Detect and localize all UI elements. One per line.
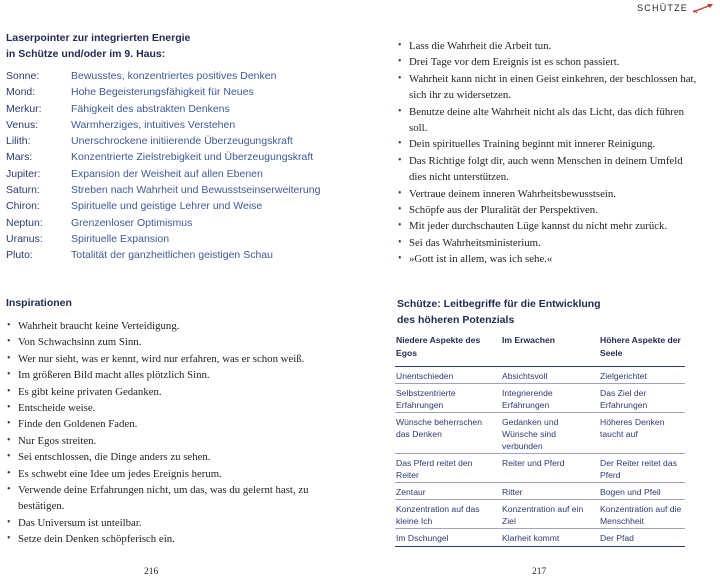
- list-item: • Dein spirituelles Training beginnt mit innerer Reinigung.: [397, 136, 697, 152]
- list-item: • Setze dein Denken schöpferisch ein.: [6, 531, 336, 547]
- table-row: [395, 367, 685, 384]
- planet-row: [6, 103, 336, 119]
- planet-name: Neptun:: [6, 216, 43, 229]
- table-cell: Konzentration auf ein Ziel: [502, 504, 584, 526]
- table-cell: Bogen und Pfeil: [600, 487, 661, 497]
- list-item: • Vertraue deinem inneren Wahrheitsbewusstsein.: [397, 186, 697, 202]
- planet-description: Unerschrockene initiierende Überzeugungskraft: [71, 135, 293, 148]
- list-item: • Sei entschlossen, die Dinge anders zu sehen.: [6, 449, 336, 465]
- planet-description: Spirituelle Expansion: [71, 232, 170, 245]
- list-item: • Das Richtige folgt dir, auch wenn Menschen in deinem Umfeld dies nicht unterstützen.: [397, 153, 697, 186]
- table-heading-line-1: Schütze: Leitbegriffe für die Entwicklung: [397, 298, 601, 310]
- planet-row: [6, 168, 336, 184]
- table-cell: Klarheit kommt: [502, 533, 560, 543]
- planet-row: [6, 233, 336, 249]
- leitbegriffe-table: [395, 334, 685, 547]
- list-item: • Wer nur sieht, was er kennt, wird nur erfahren, was er schon weiß.: [6, 351, 336, 367]
- planet-name: Merkur:: [6, 102, 42, 115]
- table-heading-line-2: des höheren Potenzials: [397, 314, 515, 326]
- planet-name: Mars:: [6, 151, 33, 164]
- table-cell: Der Reiter reitet das Pferd: [600, 458, 677, 480]
- list-item: • Wahrheit braucht keine Verteidigung.: [6, 318, 336, 334]
- table-cell: Gedanken und Wünsche sind verbunden: [502, 417, 559, 451]
- heading-line-2: in Schütze und/oder im 9. Haus:: [6, 48, 166, 60]
- column-header: Im Erwachen: [502, 335, 556, 345]
- table-cell: Konzentration auf das kleine Ich: [396, 504, 480, 526]
- list-item: • Benutze deine alte Wahrheit nicht als das Licht, das dich führen soll.: [397, 104, 697, 137]
- planet-row: [6, 70, 336, 86]
- table-heading: [397, 296, 697, 328]
- list-item: • Von Schwachsinn zum Sinn.: [6, 334, 336, 350]
- planet-name: Saturn:: [6, 184, 40, 197]
- planet-description: Hohe Begeisterungsfähigkeit für Neues: [71, 86, 254, 99]
- table-cell: Höheres Denken taucht auf: [600, 417, 665, 439]
- table-cell: Im Dschungel: [396, 533, 449, 543]
- table-cell: Das Ziel der Erfahrungen: [600, 388, 648, 410]
- list-item: • Es schwebt eine Idee um jedes Ereignis herum.: [6, 466, 336, 482]
- table-row: [395, 413, 685, 454]
- list-item: • Wahrheit kann nicht in einen Geist einkehren, der beschlossen hat, sich ihr zu widersetzen.: [397, 71, 697, 104]
- list-item: • Finde den Goldenen Faden.: [6, 416, 336, 432]
- table-cell: Zielgerichtet: [600, 371, 647, 381]
- chapter-label: SCHÜTZE: [637, 3, 688, 13]
- list-item: • Im größeren Bild macht alles plötzlich Sinn.: [6, 367, 336, 383]
- table-row: [395, 483, 685, 500]
- planet-description: Expansion der Weisheit auf allen Ebenen: [71, 167, 263, 180]
- list-item: • Sei das Wahrheitsministerium.: [397, 235, 697, 251]
- table-header: [395, 334, 685, 367]
- planet-row: [6, 217, 336, 233]
- table-row: [395, 384, 685, 413]
- list-item: • »Gott ist in allem, was ich sehe.«: [397, 251, 697, 267]
- planet-name: Chiron:: [6, 200, 40, 213]
- planet-description: Totalität der ganzheitlichen geistigen Schau: [71, 249, 273, 262]
- planet-row: [6, 184, 336, 200]
- table-cell: Zentaur: [396, 487, 426, 497]
- planet-row: [6, 249, 336, 265]
- table-cell: Ritter: [502, 487, 523, 497]
- table-cell: Unentschieden: [396, 371, 454, 381]
- planet-row: [6, 135, 336, 151]
- page-number-right: 217: [532, 567, 547, 577]
- table-cell: Absichtsvoll: [502, 371, 548, 381]
- planet-list: [6, 70, 336, 266]
- table-cell: Das Pferd reitet den Reiter: [396, 458, 473, 480]
- planet-name: Uranus:: [6, 232, 43, 245]
- column-header: Höhere Aspekte der Seele: [600, 335, 681, 358]
- list-item: • Entscheide weise.: [6, 400, 336, 416]
- table-cell: Integrierende Erfahrungen: [502, 388, 553, 410]
- planet-name: Sonne:: [6, 70, 40, 82]
- planet-name: Jupiter:: [6, 167, 41, 180]
- planet-name: Lilith:: [6, 135, 31, 148]
- planet-description: Streben nach Wahrheit und Bewusstseinserweiterung: [71, 184, 321, 197]
- table-row: [395, 454, 685, 483]
- table-cell: Wünsche beherrschen das Denken: [396, 417, 482, 439]
- planet-row: [6, 119, 336, 135]
- laserpointer-heading: [6, 30, 306, 62]
- planet-name: Pluto:: [6, 249, 33, 262]
- planet-description: Bewusstes, konzentriertes positives Denken: [71, 70, 277, 82]
- planet-row: [6, 200, 336, 216]
- list-item: • Drei Tage vor dem Ereignis ist es schon passiert.: [397, 54, 697, 70]
- table-cell: Selbstzentrierte Erfahrungen: [396, 388, 456, 410]
- table-cell: Der Pfad: [600, 533, 634, 543]
- arrow-icon: [692, 2, 714, 14]
- planet-description: Konzentrierte Zielstrebigkeit und Überzeugungskraft: [71, 151, 314, 164]
- page-number-left: 216: [144, 567, 159, 577]
- affirmations-list: [397, 38, 697, 268]
- planet-name: Venus:: [6, 118, 39, 131]
- column-header: Niedere Aspekte des Egos: [396, 335, 481, 358]
- table-row: [395, 500, 685, 529]
- table-cell: Reiter und Pferd: [502, 458, 565, 468]
- planet-description: Warmherziges, intuitives Verstehen: [71, 118, 236, 131]
- list-item: • Es gibt keine privaten Gedanken.: [6, 384, 336, 400]
- inspirations-list: [6, 318, 336, 548]
- planet-description: Grenzenloser Optimismus: [71, 216, 193, 229]
- table-row: [395, 529, 685, 547]
- inspirations-heading: Inspirationen: [6, 297, 72, 309]
- table-cell: Konzentration auf die Menschheit: [600, 504, 682, 526]
- list-item: • Verwende deine Erfahrungen nicht, um das, was du gelernt hast, zu bestätigen.: [6, 482, 336, 515]
- list-item: • Mit jeder durchschauten Lüge kannst du nicht mehr zurück.: [397, 218, 697, 234]
- planet-row: [6, 86, 336, 102]
- list-item: • Das Universum ist unteilbar.: [6, 515, 336, 531]
- heading-line-1: Laserpointer zur integrierten Energie: [6, 32, 191, 44]
- list-item: • Lass die Wahrheit die Arbeit tun.: [397, 38, 697, 54]
- planet-row: [6, 151, 336, 167]
- list-item: • Schöpfe aus der Pluralität der Perspektiven.: [397, 202, 697, 218]
- planet-name: Mond:: [6, 86, 36, 99]
- planet-description: Spirituelle und geistige Lehrer und Weise: [71, 200, 263, 213]
- list-item: • Nur Egos streiten.: [6, 433, 336, 449]
- planet-description: Fähigkeit des abstrakten Denkens: [71, 102, 230, 115]
